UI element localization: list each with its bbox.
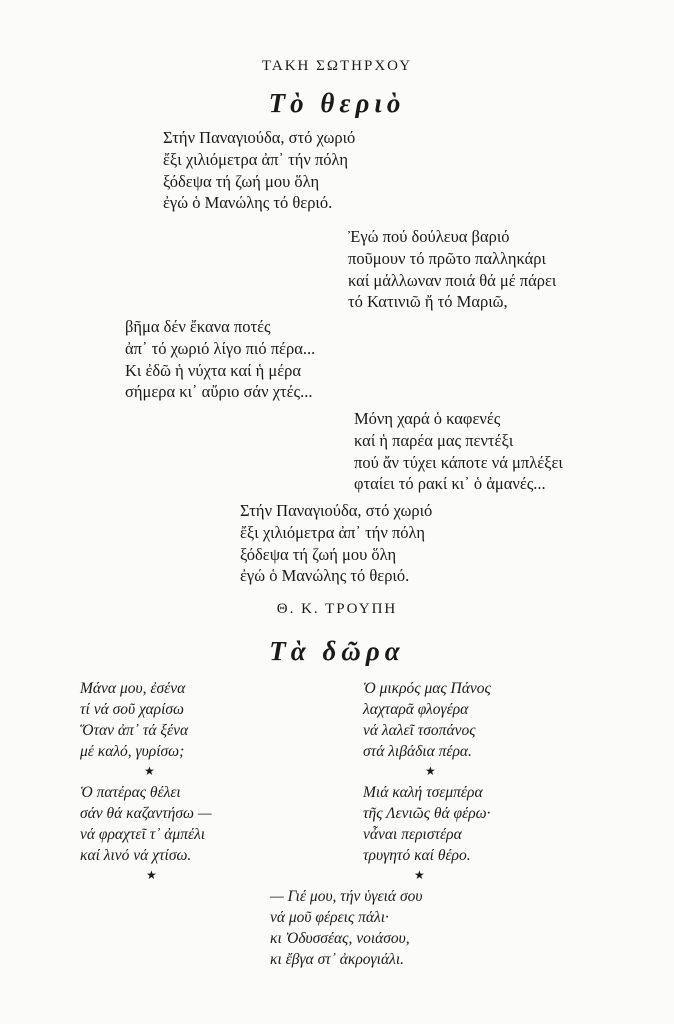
poem2-stanza-5 [270,886,422,970]
verse-line: στά λιβάδια πέρα. [363,743,472,760]
verse-line: τό Κατινιῶ ἤ τό Μαριῶ, [348,292,508,312]
verse-line: ἐγώ ὁ Μανώλης τό θεριό. [163,193,333,213]
verse-line: τρυγητό καί θέρο. [363,847,471,864]
poem1-stanza-2 [348,226,556,313]
verse-line: ἔξι χιλιόμετρα ἀπ᾽ τήν πόλη [240,522,426,542]
verse-line: νά φραχτεῖ τ᾽ ἀμπέλι [80,826,206,843]
verse-line: κι ἔβγα στ᾽ ἀκρογιάλι. [270,951,405,968]
poem1-title: Τὸ θεριὸ [268,88,406,118]
poem2-stanza-4 [363,782,490,866]
verse-line: ἔξι χιλιόμετρα ἀπ᾽ τήν πόλη [163,149,349,169]
poem1-stanza-4 [354,408,563,495]
verse-line: καί λινό νά χτίσω. [80,847,192,864]
verse-line: πού ἄν τύχει κάποτε νά μπλέξει [354,452,563,472]
verse-line: τῆς Λενιῶς θά φέρω· [363,805,491,822]
poem2-stanza-1 [80,678,188,762]
verse-line: βῆμα δέν ἔκανα ποτές [125,317,271,336]
poem2-stanza-3 [80,782,212,866]
verse-line: Ὅταν ἀπ᾽ τά ξένα [80,722,189,739]
star-separator: ★ [146,868,157,882]
verse-line: μέ καλό, γυρίσω; [80,743,185,760]
verse-line: νά λαλεῖ τσοπάνος [363,722,476,739]
verse-line: Ἐγώ πού δούλευα βαριό [348,227,510,246]
verse-line: καί μάλλωναν ποιά θά μέ πάρει [348,270,557,290]
verse-line: νἆναι περιστέρα [363,826,462,843]
verse-line: Κι ἐδῶ ἡ νύχτα καί ἡ μέρα [125,360,302,380]
verse-line: καί ἡ παρέα μας πεντέξι [354,430,514,450]
poem1-stanza-5 [240,500,432,587]
poem2-title: Τὰ δῶρα [269,636,405,666]
verse-line: νά μοῦ φέρεις πάλι· [270,909,389,926]
verse-line: ποῦμουν τό πρῶτο παλληκάρι [348,248,546,268]
verse-line: λαχταρᾶ φλογέρα [363,701,469,718]
verse-line: Στήν Παναγιούδα, στό χωριό [240,501,433,520]
verse-line: Στήν Παναγιούδα, στό χωριό [163,128,356,147]
verse-line: ἐγώ ὁ Μανώλης τό θεριό. [240,566,410,586]
poem1-stanza-3 [125,316,315,403]
verse-line: Ὁ πατέρας θέλει [80,784,181,801]
verse-line: Μιά καλή τσεμπέρα [363,784,483,801]
poem2-author: Θ. Κ. ΤΡΟΥΠΗ [276,601,398,617]
star-separator: ★ [144,764,155,778]
verse-line: σήμερα κι᾽ αὔριο σάν χτές... [125,382,313,402]
verse-line: κι Ὀδυσσέας, νοιάσου, [270,930,410,947]
verse-line: ξόδεψα τή ζωή μου ὅλη [163,171,320,191]
star-separator: ★ [414,868,425,882]
verse-line: τί νά σοῦ χαρίσω [80,701,184,718]
poem1-author: ΤΑΚΗ ΣΩΤΗΡΧΟΥ [261,58,413,74]
verse-line: σάν θά καζαντήσω — [80,805,212,822]
verse-line: Μάνα μου, ἐσένα [80,680,186,697]
verse-line: φταίει τό ρακί κι᾽ ὁ ἀμανές... [354,474,546,494]
star-separator: ★ [425,764,436,778]
poem1-stanza-1 [163,127,355,214]
poem2-stanza-2 [363,678,491,762]
verse-line: Ὁ μικρός μας Πάνος [363,680,491,697]
verse-line: — Γιέ μου, τήν ὑγειά σου [270,888,423,905]
verse-line: ἀπ᾽ τό χωριό λίγο πιό πέρα... [125,338,316,358]
verse-line: ξόδεψα τή ζωή μου ὅλη [240,544,397,564]
verse-line: Μόνη χαρά ὁ καφενές [354,409,501,428]
